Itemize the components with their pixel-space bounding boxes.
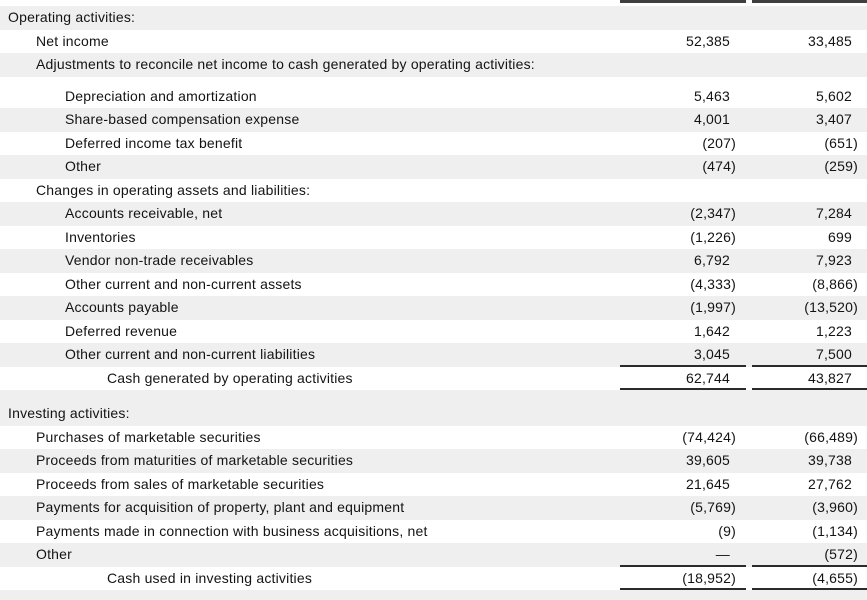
- table-row: [0, 402, 867, 426]
- col1-value: 1,642: [693, 322, 730, 339]
- table-row: [0, 155, 867, 179]
- row-label: Accounts payable: [65, 299, 179, 315]
- table-row: [0, 296, 867, 320]
- table-row: [0, 85, 867, 109]
- col2-value: [752, 53, 867, 77]
- table-row: [0, 343, 867, 367]
- row-label: Adjustments to reconcile net income to cash generated by operating activities:: [36, 56, 535, 72]
- table-row: [0, 543, 867, 567]
- col2-value: (1,134): [812, 522, 858, 539]
- col2-value: 5,602: [815, 87, 852, 104]
- col2-value: (4,655): [752, 567, 867, 591]
- row-label: Other: [36, 546, 73, 562]
- table-row: [0, 567, 867, 591]
- col1-value: (2,347): [690, 205, 736, 221]
- col1-value: (18,952): [620, 567, 746, 591]
- col1-value: (474): [702, 158, 736, 174]
- table-row: [0, 202, 867, 226]
- row-label: Other: [65, 158, 102, 174]
- row-label: Changes in operating assets and liabilities:: [36, 181, 311, 198]
- col2-value: [752, 402, 867, 426]
- table-row: [0, 520, 867, 544]
- table-row: [0, 320, 867, 344]
- col1-value: (74,424): [682, 428, 736, 445]
- table-row: [0, 179, 867, 203]
- row-label: Proceeds from sales of marketable securities: [36, 475, 325, 492]
- cash-flow-table: [0, 6, 867, 600]
- row-label: Cash used in investing activities: [107, 569, 313, 586]
- col1-value: 62,744: [620, 367, 746, 391]
- col1-value: [620, 179, 746, 203]
- row-label: Purchases of marketable securities: [36, 428, 261, 445]
- col1-value: 21,645: [685, 475, 730, 492]
- col1-value: [620, 6, 746, 30]
- col2-value: [752, 179, 867, 203]
- table-row: [0, 367, 867, 391]
- section-spacer: [0, 590, 867, 600]
- col2-value: 39,738: [807, 452, 852, 468]
- table-row: [0, 108, 867, 132]
- table-row: [0, 6, 867, 30]
- col1-value: 3,045: [620, 343, 746, 367]
- col2-value: (8,866): [812, 275, 858, 292]
- col2-value: 27,762: [807, 475, 852, 492]
- table-row: [0, 30, 867, 54]
- col2-value: (651): [824, 134, 858, 151]
- col1-value: (207): [702, 134, 736, 151]
- row-label: Share-based compensation expense: [65, 111, 300, 127]
- table-row: [0, 449, 867, 473]
- section-spacer: [0, 390, 867, 402]
- col1-value: (1,997): [690, 299, 736, 315]
- col2-value: 7,500: [752, 343, 867, 367]
- row-label: Accounts receivable, net: [65, 205, 223, 221]
- col2-value: (13,520): [804, 299, 858, 315]
- col1-value: 4,001: [693, 111, 730, 127]
- col1-value: 6,792: [693, 252, 730, 268]
- col1-value: 39,605: [685, 452, 730, 468]
- row-label: Deferred revenue: [65, 322, 178, 339]
- col2-value: (572): [752, 543, 867, 567]
- col1-value: (9): [718, 522, 736, 539]
- row-label: Net income: [36, 32, 109, 49]
- col2-value: 7,284: [815, 205, 852, 221]
- row-label: Depreciation and amortization: [65, 87, 257, 104]
- col1-value: —: [620, 543, 746, 567]
- table-row: [0, 496, 867, 520]
- col2-value: 7,923: [815, 252, 852, 268]
- row-label: Other current and non-current assets: [65, 275, 302, 292]
- row-label: Investing activities:: [8, 405, 130, 421]
- row-label: Vendor non-trade receivables: [65, 252, 254, 268]
- table-row: [0, 273, 867, 297]
- col1-value: 5,463: [693, 87, 730, 104]
- table-row: [0, 226, 867, 250]
- col1-value: (5,769): [690, 499, 736, 515]
- col2-value: 699: [828, 228, 852, 245]
- col2-value: 33,485: [807, 32, 852, 49]
- row-label: Proceeds from maturities of marketable securities: [36, 452, 354, 468]
- col1-value: (1,226): [690, 228, 736, 245]
- col2-value: (3,960): [812, 499, 858, 515]
- col2-value: (66,489): [804, 428, 858, 445]
- col2-value: (259): [824, 158, 858, 174]
- row-label: Deferred income tax benefit: [65, 134, 243, 151]
- col1-value: (4,333): [690, 275, 736, 292]
- section-spacer: [0, 77, 867, 85]
- row-label: Other current and non-current liabilities: [65, 346, 316, 362]
- table-row: [0, 473, 867, 497]
- table-row: [0, 249, 867, 273]
- row-label: Cash generated by operating activities: [107, 369, 353, 386]
- col2-value: 43,827: [752, 367, 867, 391]
- table-row: [0, 132, 867, 156]
- col2-value: 1,223: [815, 322, 852, 339]
- col1-value: [620, 53, 746, 77]
- col1-value: 52,385: [685, 32, 730, 49]
- table-row: [0, 53, 867, 77]
- col1-value: [620, 402, 746, 426]
- row-label: Payments made in connection with business acquisitions, net: [36, 522, 428, 539]
- row-label: Payments for acquisition of property, plant and equipment: [36, 499, 405, 515]
- col2-value: 3,407: [815, 111, 852, 127]
- col2-value: [752, 6, 867, 30]
- row-label: Inventories: [65, 228, 136, 245]
- row-label: Operating activities:: [8, 9, 136, 25]
- table-row: [0, 426, 867, 450]
